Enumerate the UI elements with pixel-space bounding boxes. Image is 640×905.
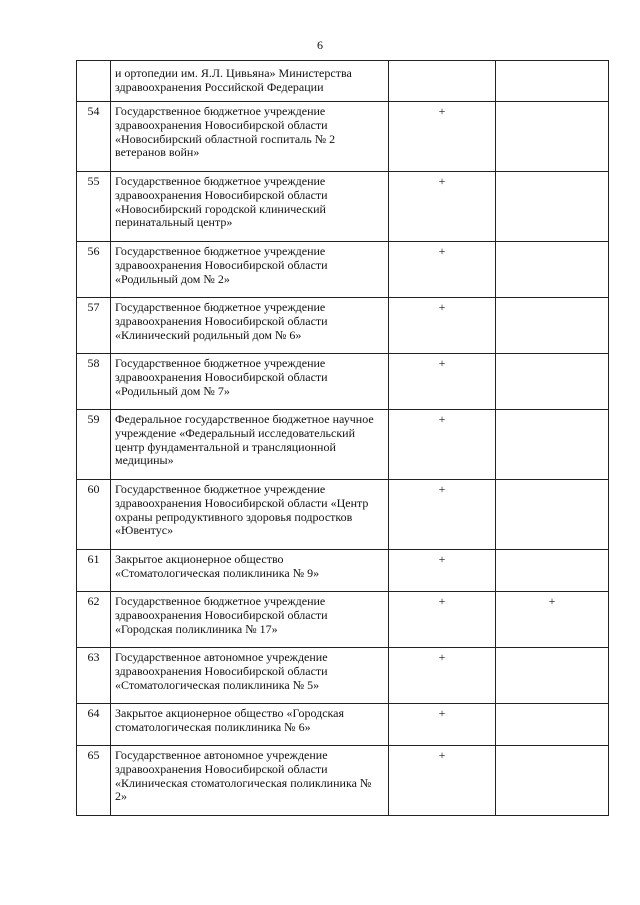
page-number: 6 <box>317 38 323 52</box>
institution-name: Государственное автономное учреждение здравоохранения Новосибирской области «Клиническая стоматологическая поликлиника № 2» <box>111 746 389 816</box>
row-number: 59 <box>77 410 111 480</box>
mark-column-2 <box>496 172 609 242</box>
table-row <box>77 61 609 102</box>
institution-name: Государственное бюджетное учреждение здравоохранения Новосибирской области «Новосибирский городской клинический перинатальный центр» <box>111 172 389 242</box>
mark-column-1: + <box>389 592 496 648</box>
institution-name: Закрытое акционерное общество «Городская стоматологическая поликлиника № 6» <box>111 704 389 746</box>
mark-column-1 <box>389 61 496 102</box>
mark-column-2 <box>496 298 609 354</box>
table-row <box>77 648 609 704</box>
row-number: 65 <box>77 746 111 816</box>
table-row <box>77 746 609 816</box>
mark-column-2 <box>496 354 609 410</box>
institution-name: Федеральное государственное бюджетное научное учреждение «Федеральный исследовательский центр фундаментальной и трансляционной медицины» <box>111 410 389 480</box>
mark-column-2 <box>496 61 609 102</box>
row-number: 56 <box>77 242 111 298</box>
mark-column-1: + <box>389 550 496 592</box>
row-number: 58 <box>77 354 111 410</box>
table-row <box>77 242 609 298</box>
table-row <box>77 592 609 648</box>
institution-name: Закрытое акционерное общество «Стоматологическая поликлиника № 9» <box>111 550 389 592</box>
table-row <box>77 172 609 242</box>
institutions-table <box>76 60 609 816</box>
mark-column-1: + <box>389 102 496 172</box>
mark-column-1: + <box>389 354 496 410</box>
mark-column-1: + <box>389 410 496 480</box>
institution-name: Государственное автономное учреждение здравоохранения Новосибирской области «Стоматологическая поликлиника № 5» <box>111 648 389 704</box>
mark-column-2: + <box>496 592 609 648</box>
mark-column-2 <box>496 550 609 592</box>
row-number: 57 <box>77 298 111 354</box>
table-row <box>77 704 609 746</box>
row-number: 60 <box>77 480 111 550</box>
mark-column-1: + <box>389 242 496 298</box>
institution-name: Государственное бюджетное учреждение здравоохранения Новосибирской области «Центр охраны репродуктивного здоровья подростков «Ювентус» <box>111 480 389 550</box>
mark-column-1: + <box>389 648 496 704</box>
institution-name: Государственное бюджетное учреждение здравоохранения Новосибирской области «Родильный дом № 7» <box>111 354 389 410</box>
mark-column-2 <box>496 410 609 480</box>
table-row <box>77 102 609 172</box>
mark-column-1: + <box>389 480 496 550</box>
mark-column-1: + <box>389 746 496 816</box>
institution-name: Государственное бюджетное учреждение здравоохранения Новосибирской области «Родильный дом № 2» <box>111 242 389 298</box>
table-row <box>77 354 609 410</box>
row-number: 61 <box>77 550 111 592</box>
mark-column-2 <box>496 102 609 172</box>
table-body <box>77 61 609 816</box>
row-number: 62 <box>77 592 111 648</box>
institution-name: Государственное бюджетное учреждение здравоохранения Новосибирской области «Городская поликлиника № 17» <box>111 592 389 648</box>
mark-column-2 <box>496 746 609 816</box>
mark-column-1: + <box>389 172 496 242</box>
mark-column-1: + <box>389 704 496 746</box>
mark-column-2 <box>496 704 609 746</box>
row-number: 55 <box>77 172 111 242</box>
institution-name: и ортопедии им. Я.Л. Цивьяна» Министерства здравоохранения Российской Федерации <box>111 61 389 102</box>
mark-column-2 <box>496 242 609 298</box>
table-row <box>77 410 609 480</box>
table-row <box>77 480 609 550</box>
row-number: 64 <box>77 704 111 746</box>
row-number <box>77 61 111 102</box>
mark-column-1: + <box>389 298 496 354</box>
institution-name: Государственное бюджетное учреждение здравоохранения Новосибирской области «Клинический родильный дом № 6» <box>111 298 389 354</box>
table-row <box>77 298 609 354</box>
row-number: 63 <box>77 648 111 704</box>
mark-column-2 <box>496 480 609 550</box>
table-row <box>77 550 609 592</box>
institution-name: Государственное бюджетное учреждение здравоохранения Новосибирской области «Новосибирский областной госпиталь № 2 ветеранов войн» <box>111 102 389 172</box>
row-number: 54 <box>77 102 111 172</box>
mark-column-2 <box>496 648 609 704</box>
